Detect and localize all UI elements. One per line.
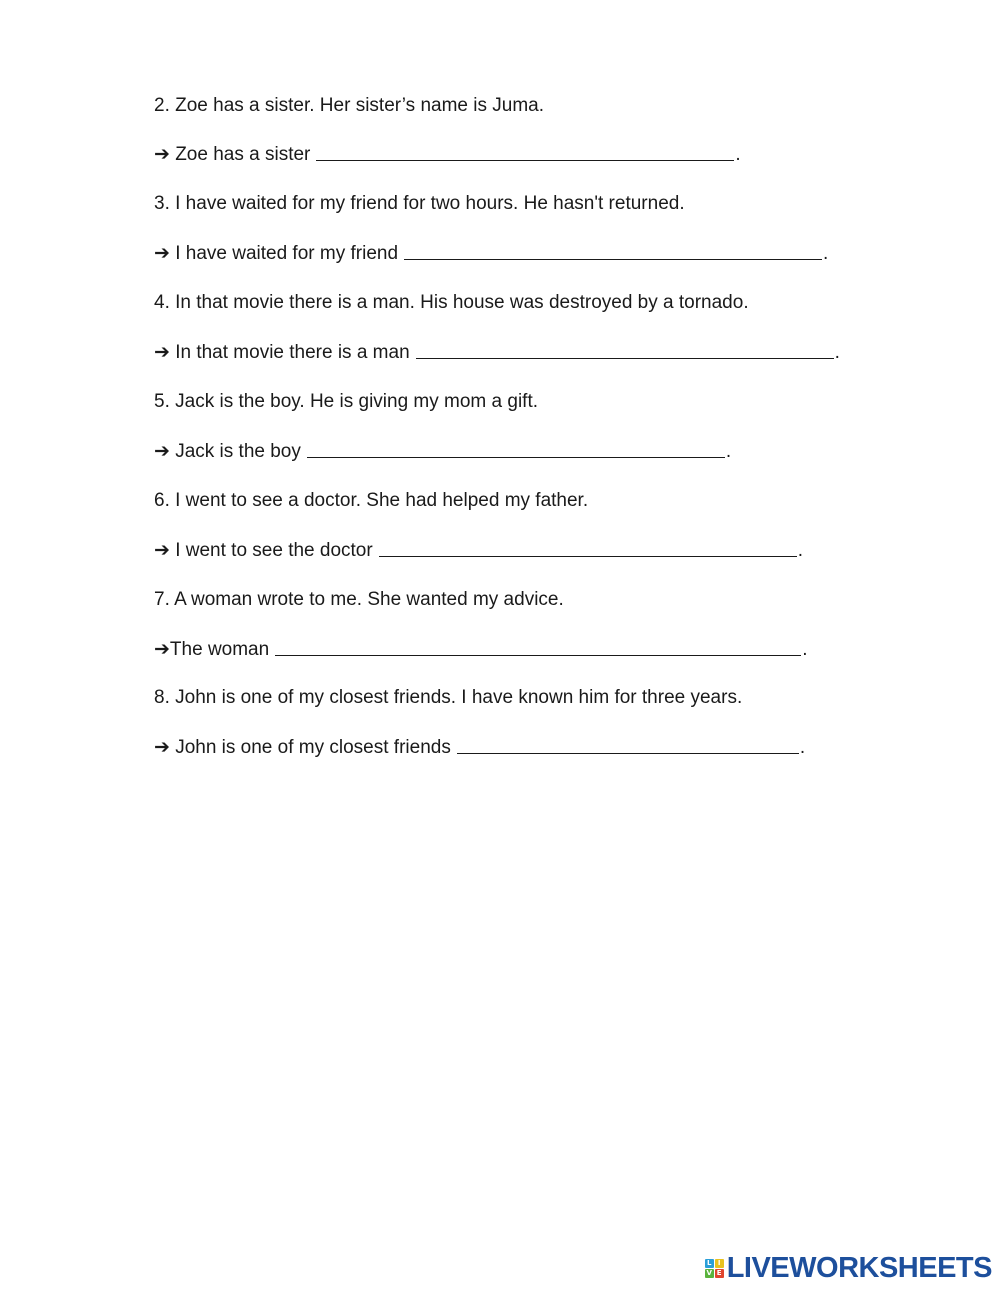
answer-prefix-7: ➔The woman [154, 639, 270, 660]
answer-blank-3[interactable] [404, 242, 822, 260]
answer-end-8: . [799, 737, 806, 758]
answer-end-5: . [725, 441, 732, 462]
prompt-7: 7. A woman wrote to me. She wanted my advice. [154, 589, 564, 610]
prompt-2: 2. Zoe has a sister. Her sister’s name is Juma. [154, 95, 545, 116]
answer-end-7: . [802, 639, 808, 660]
logo-badge-l: L [705, 1259, 714, 1268]
answer-end-3: . [823, 243, 829, 264]
answer-blank-8[interactable] [457, 736, 799, 754]
answer-prefix-8: ➔ John is one of my closest friends [154, 737, 451, 758]
answer-input-7[interactable] [275, 642, 801, 659]
prompt-4: 4. In that movie there is a man. His house was destroyed by a tornado. [154, 292, 749, 313]
answer-input-4[interactable] [416, 345, 834, 362]
answer-blank-4[interactable] [416, 341, 834, 359]
answer-blank-2[interactable] [316, 143, 734, 161]
logo-badge-v: V [706, 1268, 712, 1277]
answer-prefix-2: ➔ Zoe has a sister [154, 144, 311, 165]
answer-line-4 [154, 341, 840, 365]
answer-line-6 [154, 539, 803, 563]
prompt-5: 5. Jack is the boy. He is giving my mom a gift. [154, 391, 539, 412]
answer-prefix-4: ➔ In that movie there is a man [154, 342, 410, 363]
answer-prefix-3: ➔ I have waited for my friend [154, 243, 399, 264]
answer-line-2 [154, 143, 741, 167]
answer-blank-5[interactable] [307, 440, 725, 458]
answer-input-6[interactable] [379, 543, 797, 560]
answer-blank-6[interactable] [379, 539, 797, 557]
answer-input-8[interactable] [457, 740, 799, 757]
prompt-6: 6. I went to see a doctor. She had helped my father. [154, 490, 589, 511]
answer-end-6: . [797, 540, 803, 561]
answer-end-2: . [735, 144, 741, 165]
prompt-3: 3. I have waited for my friend for two hours. He hasn't returned. [154, 193, 685, 214]
answer-prefix-6: ➔ I went to see the doctor [154, 540, 373, 561]
answer-line-5 [154, 440, 731, 464]
answer-line-8 [154, 736, 805, 760]
prompt-8: 8. John is one of my closest friends. I have known him for three years. [154, 687, 743, 708]
answer-line-3 [154, 242, 828, 266]
logo-badge-icon [705, 1259, 724, 1278]
answer-line-7 [154, 638, 807, 662]
logo-badge-e: E [715, 1269, 724, 1278]
logo-badge-i: I [715, 1259, 724, 1268]
answer-prefix-5: ➔ Jack is the boy [154, 441, 301, 462]
answer-input-2[interactable] [316, 147, 734, 164]
answer-end-4: . [834, 342, 840, 363]
answer-blank-7[interactable] [275, 638, 801, 656]
answer-input-3[interactable] [404, 246, 822, 263]
answer-input-5[interactable] [307, 444, 725, 461]
logo-text: LIVEWORKSHEETS [726, 1252, 992, 1284]
liveworksheets-logo [705, 1253, 992, 1283]
